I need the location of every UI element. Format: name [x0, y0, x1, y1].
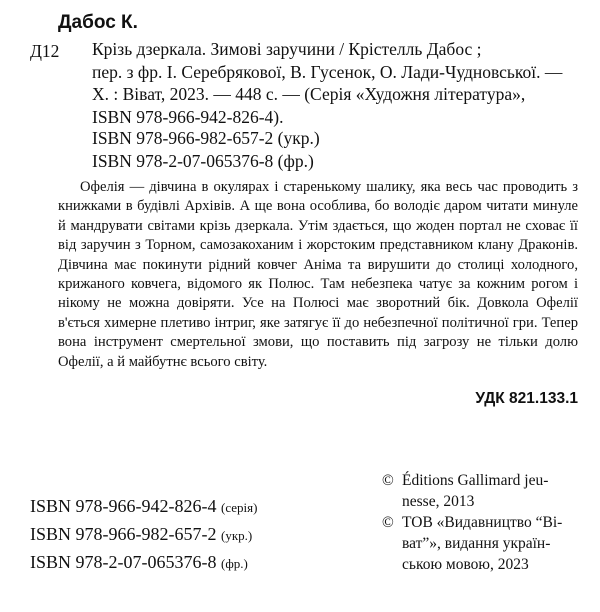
isbn-list-top	[92, 127, 320, 172]
isbn-number: ISBN 978-2-07-065376-8	[30, 552, 217, 572]
biblio-line: Крізь дзеркала. Зимові заручини / Крістелль Дабос ;	[92, 39, 482, 59]
isbn-number: ISBN 978-966-942-826-4	[30, 496, 217, 516]
isbn-number: ISBN 978-966-982-657-2	[30, 524, 217, 544]
biblio-line: пер. з фр. І. Серебрякової, В. Гусенок, О. Лади-Чудновської. —	[92, 61, 563, 82]
copyright-line: ТОВ «Видавництво “Ві-	[402, 514, 563, 531]
copyright-line: Éditions Gallimard jeu-	[402, 472, 549, 489]
bibliographic-description	[92, 38, 592, 128]
author-name: Дабос К.	[58, 12, 138, 33]
copyright-line: ват”», видання україн-	[402, 535, 551, 552]
copyright-symbol: ©	[382, 514, 394, 531]
book-annotation: Офелія — дівчина в окулярах і старенькому шалику, яка весь час проводить з книжками в будівлі Архівів. А ще вона особлива, бо володіє даром читати минуле й мандрувати світами крізь дзеркала. Утім здається, що жоден портал не сховає її від заручин з Торном, самозакоханим і жорстоким представником клану Драконів. Дівчина має покинути рідний ковчег Аніма та вирушити до столиці холодного, крижаного ковчега, відомого як Полюс. Там небезпека чатує за кожним рогом і нікому не можна довіряти. Усе на Полюсі має зворотний бік. Довкола Офелії в'ється химерне плетиво інтриг, яке затягує її до небезпечної політичної гри. Тепер вона інструмент смертельної змови, що поставить під загрозу не тільки долю Офелії, а й майбутнє всього світу.	[58, 179, 578, 370]
isbn-note: (укр.)	[221, 528, 253, 543]
isbn-row	[30, 521, 257, 549]
isbn-note: (фр.)	[221, 556, 248, 571]
isbn-fr: ISBN 978-2-07-065376-8 (фр.)	[92, 150, 314, 171]
copyright-vivat	[382, 512, 582, 533]
copyright-block	[382, 470, 582, 575]
classification-code: Д12	[30, 41, 60, 61]
biblio-line: ISBN 978-966-942-826-4).	[92, 106, 284, 127]
copyright-gallimard	[382, 470, 582, 491]
isbn-row	[30, 549, 257, 577]
copyright-symbol: ©	[382, 472, 394, 489]
isbn-row	[30, 493, 257, 521]
udk-code: УДК 821.133.1	[475, 390, 578, 407]
isbn-ukr: ISBN 978-966-982-657-2 (укр.)	[92, 128, 320, 148]
isbn-list-bottom	[30, 493, 257, 577]
copyright-line: ською мовою, 2023	[402, 556, 529, 573]
isbn-note: (серія)	[221, 500, 258, 515]
copyright-line: nesse, 2013	[402, 493, 475, 510]
biblio-line: Х. : Віват, 2023. — 448 с. — (Серія «Художня література»,	[92, 84, 526, 104]
